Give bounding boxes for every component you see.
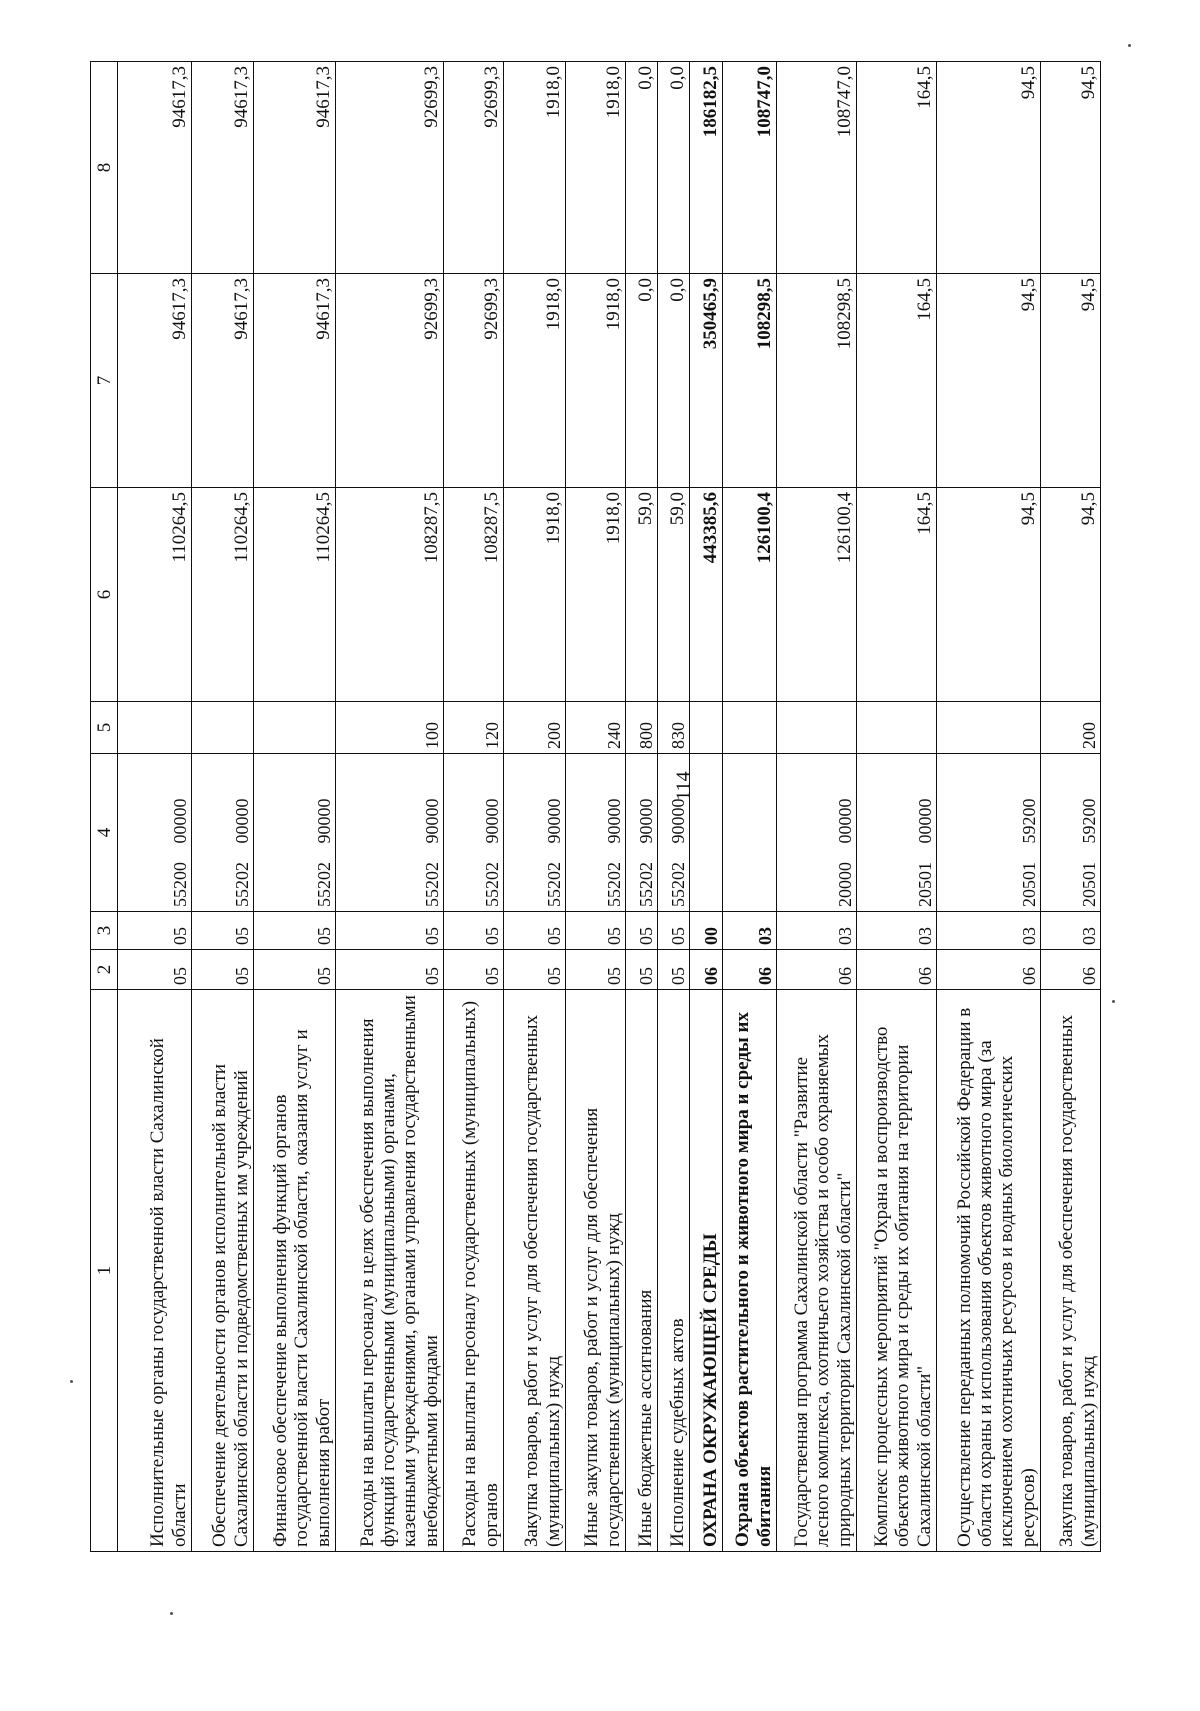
amount-col-6: 126100,4 xyxy=(723,488,777,702)
amount-col-7: 164,5 xyxy=(857,274,937,488)
table-row xyxy=(777,62,857,1552)
expense-type-code xyxy=(937,702,1041,754)
amount-col-7: 0,0 xyxy=(626,274,658,488)
row-description: Закупка товаров, работ и услуг для обеспечения государственных (муниципальных) нужд xyxy=(1041,990,1101,1552)
budget-table xyxy=(90,61,1101,1552)
amount-col-7: 108298,5 xyxy=(723,274,777,488)
table-row xyxy=(566,62,626,1552)
amount-col-8: 108747,0 xyxy=(777,62,857,274)
target-article-code: 55200 00000 xyxy=(118,754,192,912)
expense-type-code: 120 xyxy=(444,702,504,754)
expense-type-code: 800 xyxy=(626,702,658,754)
target-article-code: 55202 90000 xyxy=(658,754,690,912)
amount-col-6: 108287,5 xyxy=(444,488,504,702)
amount-col-7: 108298,5 xyxy=(777,274,857,488)
amount-col-6: 108287,5 xyxy=(336,488,444,702)
table-row xyxy=(1041,62,1101,1552)
row-description: Закупка товаров, работ и услуг для обеспечения государственных (муниципальных) нужд xyxy=(504,990,566,1552)
amount-col-7: 94617,3 xyxy=(192,274,254,488)
subsection-code: 05 xyxy=(192,912,254,950)
section-code: 05 xyxy=(118,950,192,990)
amount-col-7: 350465,9 xyxy=(690,274,723,488)
target-article-code: 20501 59200 xyxy=(1041,754,1101,912)
section-code: 06 xyxy=(723,950,777,990)
target-article-code: 55202 00000 xyxy=(192,754,254,912)
row-description: Иные закупки товаров, работ и услуг для обеспечения государственных (муниципальных) нужд xyxy=(566,990,626,1552)
section-code: 06 xyxy=(1041,950,1101,990)
subsection-code: 05 xyxy=(626,912,658,950)
amount-col-6: 94,5 xyxy=(937,488,1041,702)
header-cell: 7 xyxy=(91,274,118,488)
amount-col-6: 1918,0 xyxy=(566,488,626,702)
section-code: 05 xyxy=(626,950,658,990)
amount-col-7: 1918,0 xyxy=(504,274,566,488)
amount-col-7: 0,0 xyxy=(658,274,690,488)
header-cell: 5 xyxy=(91,702,118,754)
amount-col-7: 92699,3 xyxy=(336,274,444,488)
subsection-code: 03 xyxy=(1041,912,1101,950)
subsection-code: 05 xyxy=(504,912,566,950)
amount-col-8: 1918,0 xyxy=(566,62,626,274)
expense-type-code: 240 xyxy=(566,702,626,754)
expense-type-code: 830 xyxy=(658,702,690,754)
amount-col-6: 59,0 xyxy=(626,488,658,702)
table-row xyxy=(658,62,690,1552)
table-row xyxy=(444,62,504,1552)
header-cell: 8 xyxy=(91,62,118,274)
section-code: 06 xyxy=(857,950,937,990)
amount-col-6: 94,5 xyxy=(1041,488,1101,702)
amount-col-8: 94617,3 xyxy=(254,62,336,274)
row-description: Расходы на выплаты персоналу в целях обеспечения выполнения функций государственными (муниципальными) органами, казенными учреждениями, органами управления государственными внебюджетными фондами xyxy=(336,990,444,1552)
table-row xyxy=(723,62,777,1552)
target-article-code: 55202 90000 xyxy=(254,754,336,912)
expense-type-code xyxy=(254,702,336,754)
scan-speck xyxy=(1128,44,1131,47)
table-row xyxy=(857,62,937,1552)
subsection-code: 05 xyxy=(566,912,626,950)
target-article-code: 55202 90000 xyxy=(504,754,566,912)
header-cell: 6 xyxy=(91,488,118,702)
expense-type-code xyxy=(723,702,777,754)
subsection-code: 05 xyxy=(118,912,192,950)
subsection-code: 03 xyxy=(723,912,777,950)
amount-col-8: 94617,3 xyxy=(192,62,254,274)
target-article-code: 20501 59200 xyxy=(937,754,1041,912)
expense-type-code xyxy=(857,702,937,754)
table-row xyxy=(504,62,566,1552)
section-code: 06 xyxy=(777,950,857,990)
section-code: 06 xyxy=(937,950,1041,990)
section-code: 05 xyxy=(192,950,254,990)
table-row xyxy=(690,62,723,1552)
table-row xyxy=(626,62,658,1552)
target-article-code xyxy=(723,754,777,912)
amount-col-7: 92699,3 xyxy=(444,274,504,488)
amount-col-6: 126100,4 xyxy=(777,488,857,702)
scan-speck xyxy=(170,1612,173,1615)
target-article-code: 55202 90000 xyxy=(336,754,444,912)
row-description: Обеспечение деятельности органов исполнительной власти Сахалинской области и подведомственных им учреждений xyxy=(192,990,254,1552)
header-cell: 3 xyxy=(91,912,118,950)
amount-col-6: 110264,5 xyxy=(254,488,336,702)
expense-type-code xyxy=(690,702,723,754)
amount-col-6: 110264,5 xyxy=(192,488,254,702)
scan-speck xyxy=(1112,1000,1115,1003)
subsection-code: 03 xyxy=(777,912,857,950)
amount-col-7: 94617,3 xyxy=(254,274,336,488)
page-number: 114 xyxy=(672,771,695,801)
target-article-code xyxy=(690,754,723,912)
amount-col-8: 94,5 xyxy=(1041,62,1101,274)
amount-col-7: 1918,0 xyxy=(566,274,626,488)
subsection-code: 05 xyxy=(444,912,504,950)
row-description: Комплекс процессных мероприятий "Охрана и воспроизводство объектов животного мира и среды их обитания на территории Сахалинской области" xyxy=(857,990,937,1552)
amount-col-8: 0,0 xyxy=(658,62,690,274)
row-description: Иные бюджетные ассигнования xyxy=(626,990,658,1552)
target-article-code: 55202 90000 xyxy=(444,754,504,912)
table-row xyxy=(118,62,192,1552)
section-code: 05 xyxy=(658,950,690,990)
table-row xyxy=(254,62,336,1552)
row-description: ОХРАНА ОКРУЖАЮЩЕЙ СРЕДЫ xyxy=(690,990,723,1552)
header-row xyxy=(91,62,118,1552)
amount-col-8: 108747,0 xyxy=(723,62,777,274)
amount-col-6: 164,5 xyxy=(857,488,937,702)
subsection-code: 05 xyxy=(254,912,336,950)
table-row xyxy=(937,62,1041,1552)
amount-col-8: 92699,3 xyxy=(336,62,444,274)
table-row xyxy=(192,62,254,1552)
row-description: Осуществление переданных полномочий Российской Федерации в области охраны и использования объектов животного мира (за исключением охотничьих ресурсов и водных биологических ресурсов) xyxy=(937,990,1041,1552)
section-code: 05 xyxy=(444,950,504,990)
amount-col-6: 1918,0 xyxy=(504,488,566,702)
expense-type-code xyxy=(192,702,254,754)
amount-col-8: 92699,3 xyxy=(444,62,504,274)
row-description: Исполнение судебных актов xyxy=(658,990,690,1552)
header-cell: 4 xyxy=(91,754,118,912)
table-row xyxy=(336,62,444,1552)
amount-col-7: 94,5 xyxy=(1041,274,1101,488)
amount-col-7: 94617,3 xyxy=(118,274,192,488)
target-article-code: 55202 90000 xyxy=(626,754,658,912)
expense-type-code: 200 xyxy=(1041,702,1101,754)
amount-col-8: 94,5 xyxy=(937,62,1041,274)
subsection-code: 00 xyxy=(690,912,723,950)
amount-col-8: 1918,0 xyxy=(504,62,566,274)
amount-col-6: 443385,6 xyxy=(690,488,723,702)
subsection-code: 03 xyxy=(857,912,937,950)
amount-col-6: 59,0 xyxy=(658,488,690,702)
amount-col-8: 94617,3 xyxy=(118,62,192,274)
amount-col-8: 164,5 xyxy=(857,62,937,274)
section-code: 05 xyxy=(566,950,626,990)
expense-type-code xyxy=(777,702,857,754)
section-code: 06 xyxy=(690,950,723,990)
subsection-code: 05 xyxy=(336,912,444,950)
expense-type-code: 100 xyxy=(336,702,444,754)
section-code: 05 xyxy=(336,950,444,990)
header-cell: 2 xyxy=(91,950,118,990)
amount-col-7: 94,5 xyxy=(937,274,1041,488)
row-description: Исполнительные органы государственной власти Сахалинской области xyxy=(118,990,192,1552)
target-article-code: 20000 00000 xyxy=(777,754,857,912)
row-description: Расходы на выплаты персоналу государственных (муниципальных) органов xyxy=(444,990,504,1552)
subsection-code: 03 xyxy=(937,912,1041,950)
row-description: Охрана объектов растительного и животного мира и среды их обитания xyxy=(723,990,777,1552)
section-code: 05 xyxy=(254,950,336,990)
row-description: Государственная программа Сахалинской области "Развитие лесного комплекса, охотничьего хозяйства и особо охраняемых природных территорий Сахалинской области" xyxy=(777,990,857,1552)
amount-col-6: 110264,5 xyxy=(118,488,192,702)
expense-type-code xyxy=(118,702,192,754)
rotated-page xyxy=(90,62,1099,1552)
amount-col-8: 186182,5 xyxy=(690,62,723,274)
target-article-code: 55202 90000 xyxy=(566,754,626,912)
row-description: Финансовое обеспечение выполнения функций органов государственной власти Сахалинской области, оказания услуг и выполнения работ xyxy=(254,990,336,1552)
header-cell: 1 xyxy=(91,990,118,1552)
subsection-code: 05 xyxy=(658,912,690,950)
scan-speck xyxy=(70,1380,73,1383)
target-article-code: 20501 00000 xyxy=(857,754,937,912)
section-code: 05 xyxy=(504,950,566,990)
amount-col-8: 0,0 xyxy=(626,62,658,274)
expense-type-code: 200 xyxy=(504,702,566,754)
